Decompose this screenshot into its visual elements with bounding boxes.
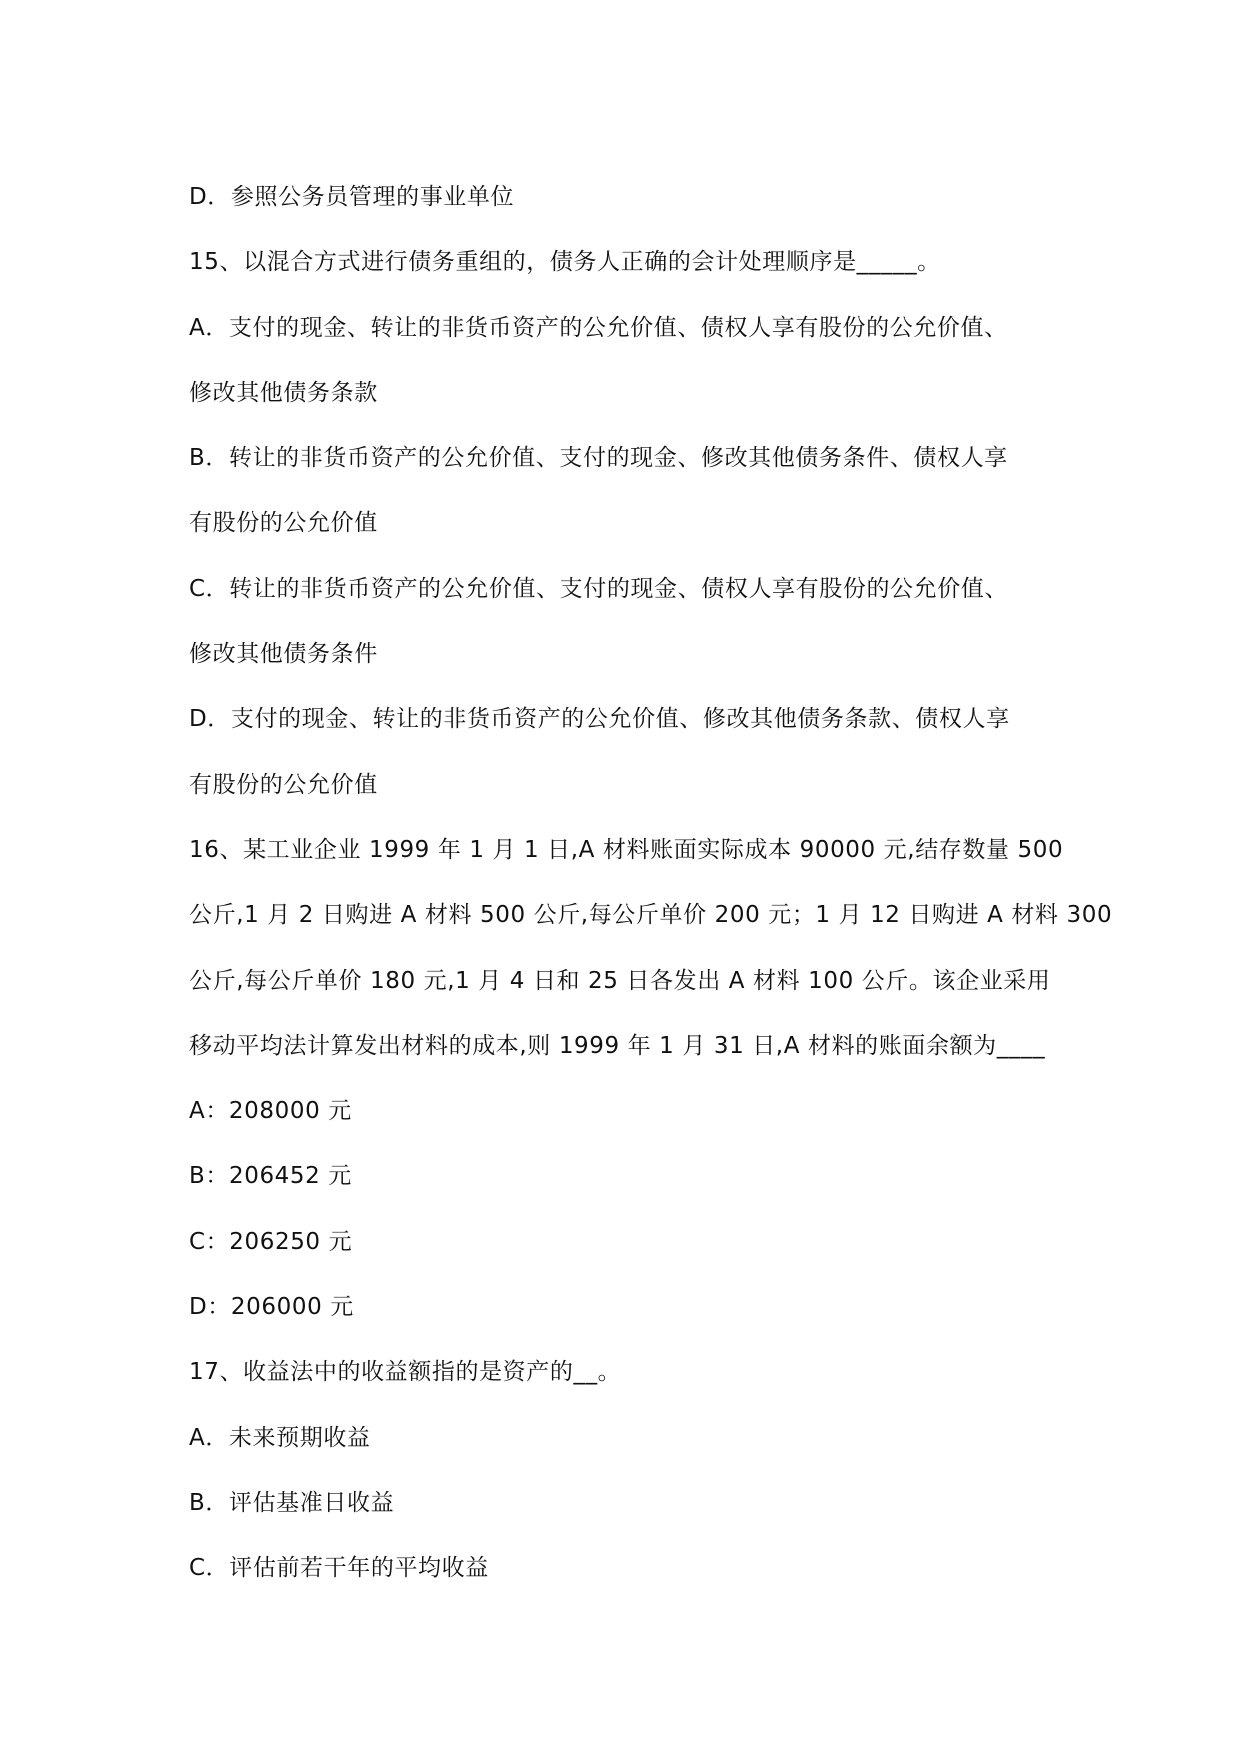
option-line: D．参照公务员管理的事业单位	[189, 184, 515, 210]
option-line: A：208000 元	[189, 1098, 352, 1125]
option-line: C．评估前若干年的平均收益	[189, 1555, 489, 1582]
option-continuation-line: 修改其他债务条款	[189, 379, 378, 406]
option-line: A．支付的现金、转让的非货币资产的公允价值、债权人享有股份的公允价值、	[189, 314, 1008, 341]
option-line: C：206250 元	[189, 1228, 353, 1255]
option-line: B．评估基准日收益	[189, 1489, 395, 1516]
option-continuation-line: 修改其他债务条件	[189, 641, 378, 668]
option-line: B：206452 元	[189, 1163, 352, 1190]
question-continuation-line: 移动平均法计算发出材料的成本,则 1999 年 1 月 31 日,A 材料的账面余额为____	[189, 1032, 1046, 1059]
option-line: D．支付的现金、转让的非货币资产的公允价值、修改其他债务条款、债权人享	[189, 706, 1010, 733]
option-line: B．转让的非货币资产的公允价值、支付的现金、修改其他债务条件、债权人享	[189, 445, 1008, 472]
option-line: C．转让的非货币资产的公允价值、支付的现金、债权人享有股份的公允价值、	[189, 575, 1009, 602]
option-continuation-line: 有股份的公允价值	[189, 771, 378, 798]
question-continuation-line: 公斤,每公斤单价 180 元,1 月 4 日和 25 日各发出 A 材料 100 公斤。该企业采用	[189, 967, 1051, 994]
document-body	[189, 165, 1113, 1602]
option-continuation-line: 有股份的公允价值	[189, 510, 378, 537]
question-line: 15、以混合方式进行债务重组的，债务人正确的会计处理顺序是_____。	[189, 249, 941, 276]
question-line: 17、收益法中的收益额指的是资产的__。	[189, 1359, 622, 1386]
option-line: A．未来预期收益	[189, 1424, 371, 1451]
question-continuation-line: 公斤,1 月 2 日购进 A 材料 500 公斤,每公斤单价 200 元；1 月 12 日购进 A 材料 300	[189, 902, 1113, 929]
option-line: D：206000 元	[189, 1294, 354, 1321]
question-line: 16、某工业企业 1999 年 1 月 1 日,A 材料账面实际成本 90000 元,结存数量 500	[189, 836, 1064, 863]
